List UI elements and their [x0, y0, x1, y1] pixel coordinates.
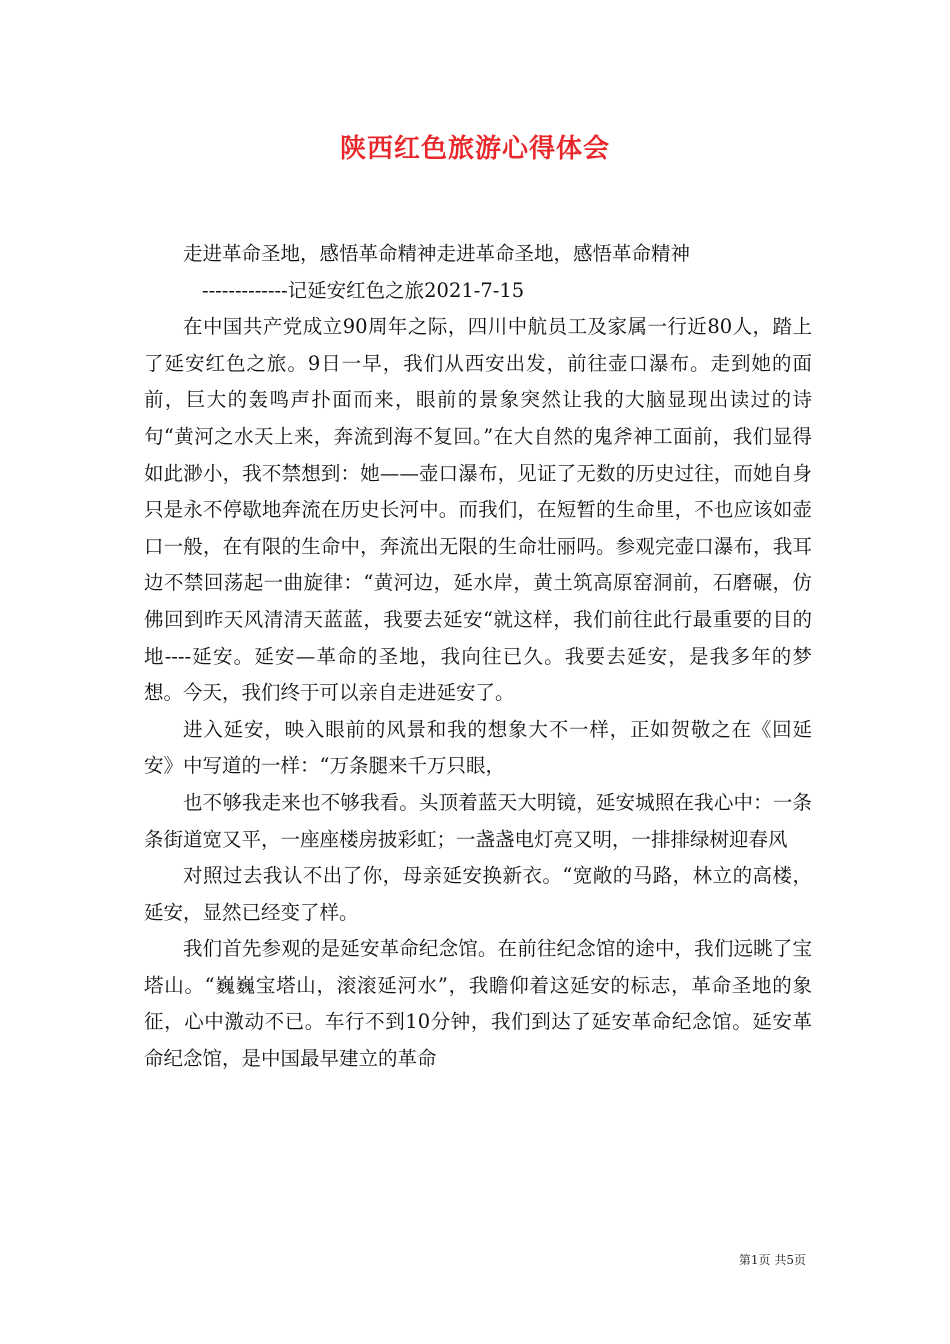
document-title: 陕西红色旅游心得体会 — [339, 134, 610, 164]
document-body — [144, 236, 812, 1078]
heading-line: 走进革命圣地，感悟革命精神走进革命圣地，感悟革命精神 — [183, 242, 691, 265]
subtitle-line: -------------记延安红色之旅2021-7-15 — [202, 278, 525, 302]
paragraph-4: 对照过去我认不出了你，母亲延安换新衣。“宽敞的马路，林立的高楼，延安，显然已经变了样。 — [144, 864, 812, 924]
paragraph-3: 也不够我走来也不够我看。头顶着蓝天大明镜，延安城照在我心中：一条条街道宽又平，一座座楼房披彩虹；一盏盏电灯亮又明，一排排绿树迎春风 — [144, 790, 812, 851]
page-footer: 第1页 共5页 — [738, 1253, 806, 1267]
paragraph-2: 进入延安，映入眼前的风景和我的想象大不一样，正如贺敬之在《回延安》中写道的一样：“万条腿来千万只眼， — [144, 717, 812, 778]
paragraph-1: 在中国共产党成立90周年之际，四川中航员工及家属一行近80人，踏上了延安红色之旅。9日一早，我们从西安出发，前往壶口瀑布。走到她的面前，巨大的轰鸣声扑面而来，眼前的景象突然让我的大脑显现出读过的诗句“黄河之水天上来，奔流到海不复回。”在大自然的鬼斧神工面前，我们显得如此渺小，我不禁想到：她——壶口瀑布，见证了无数的历史过往，而她自身只是永不停歇地奔流在历史长河中。而我们，在短暂的生命里，不也应该如壶口一般，在有限的生命中，奔流出无限的生命壮丽吗。参观完壶口瀑布，我耳边不禁回荡起一曲旋律：“黄河边，延水岸，黄土筑高原窑洞前，石磨碾，仿佛回到昨天风清清天蓝蓝，我要去延安“就这样，我们前往此行最重要的目的地----延安。延安—革命的圣地，我向往已久。我要去延安，是我多年的梦想。今天，我们终于可以亲自走进延安了。 — [144, 315, 812, 705]
paragraph-5: 我们首先参观的是延安革命纪念馆。在前往纪念馆的途中，我们远眺了宝塔山。“巍巍宝塔山，滚滚延河水”，我瞻仰着这延安的标志，革命圣地的象征，心中激动不已。车行不到10分钟，我们到达了延安革命纪念馆。延安革命纪念馆，是中国最早建立的革命 — [144, 937, 812, 1071]
